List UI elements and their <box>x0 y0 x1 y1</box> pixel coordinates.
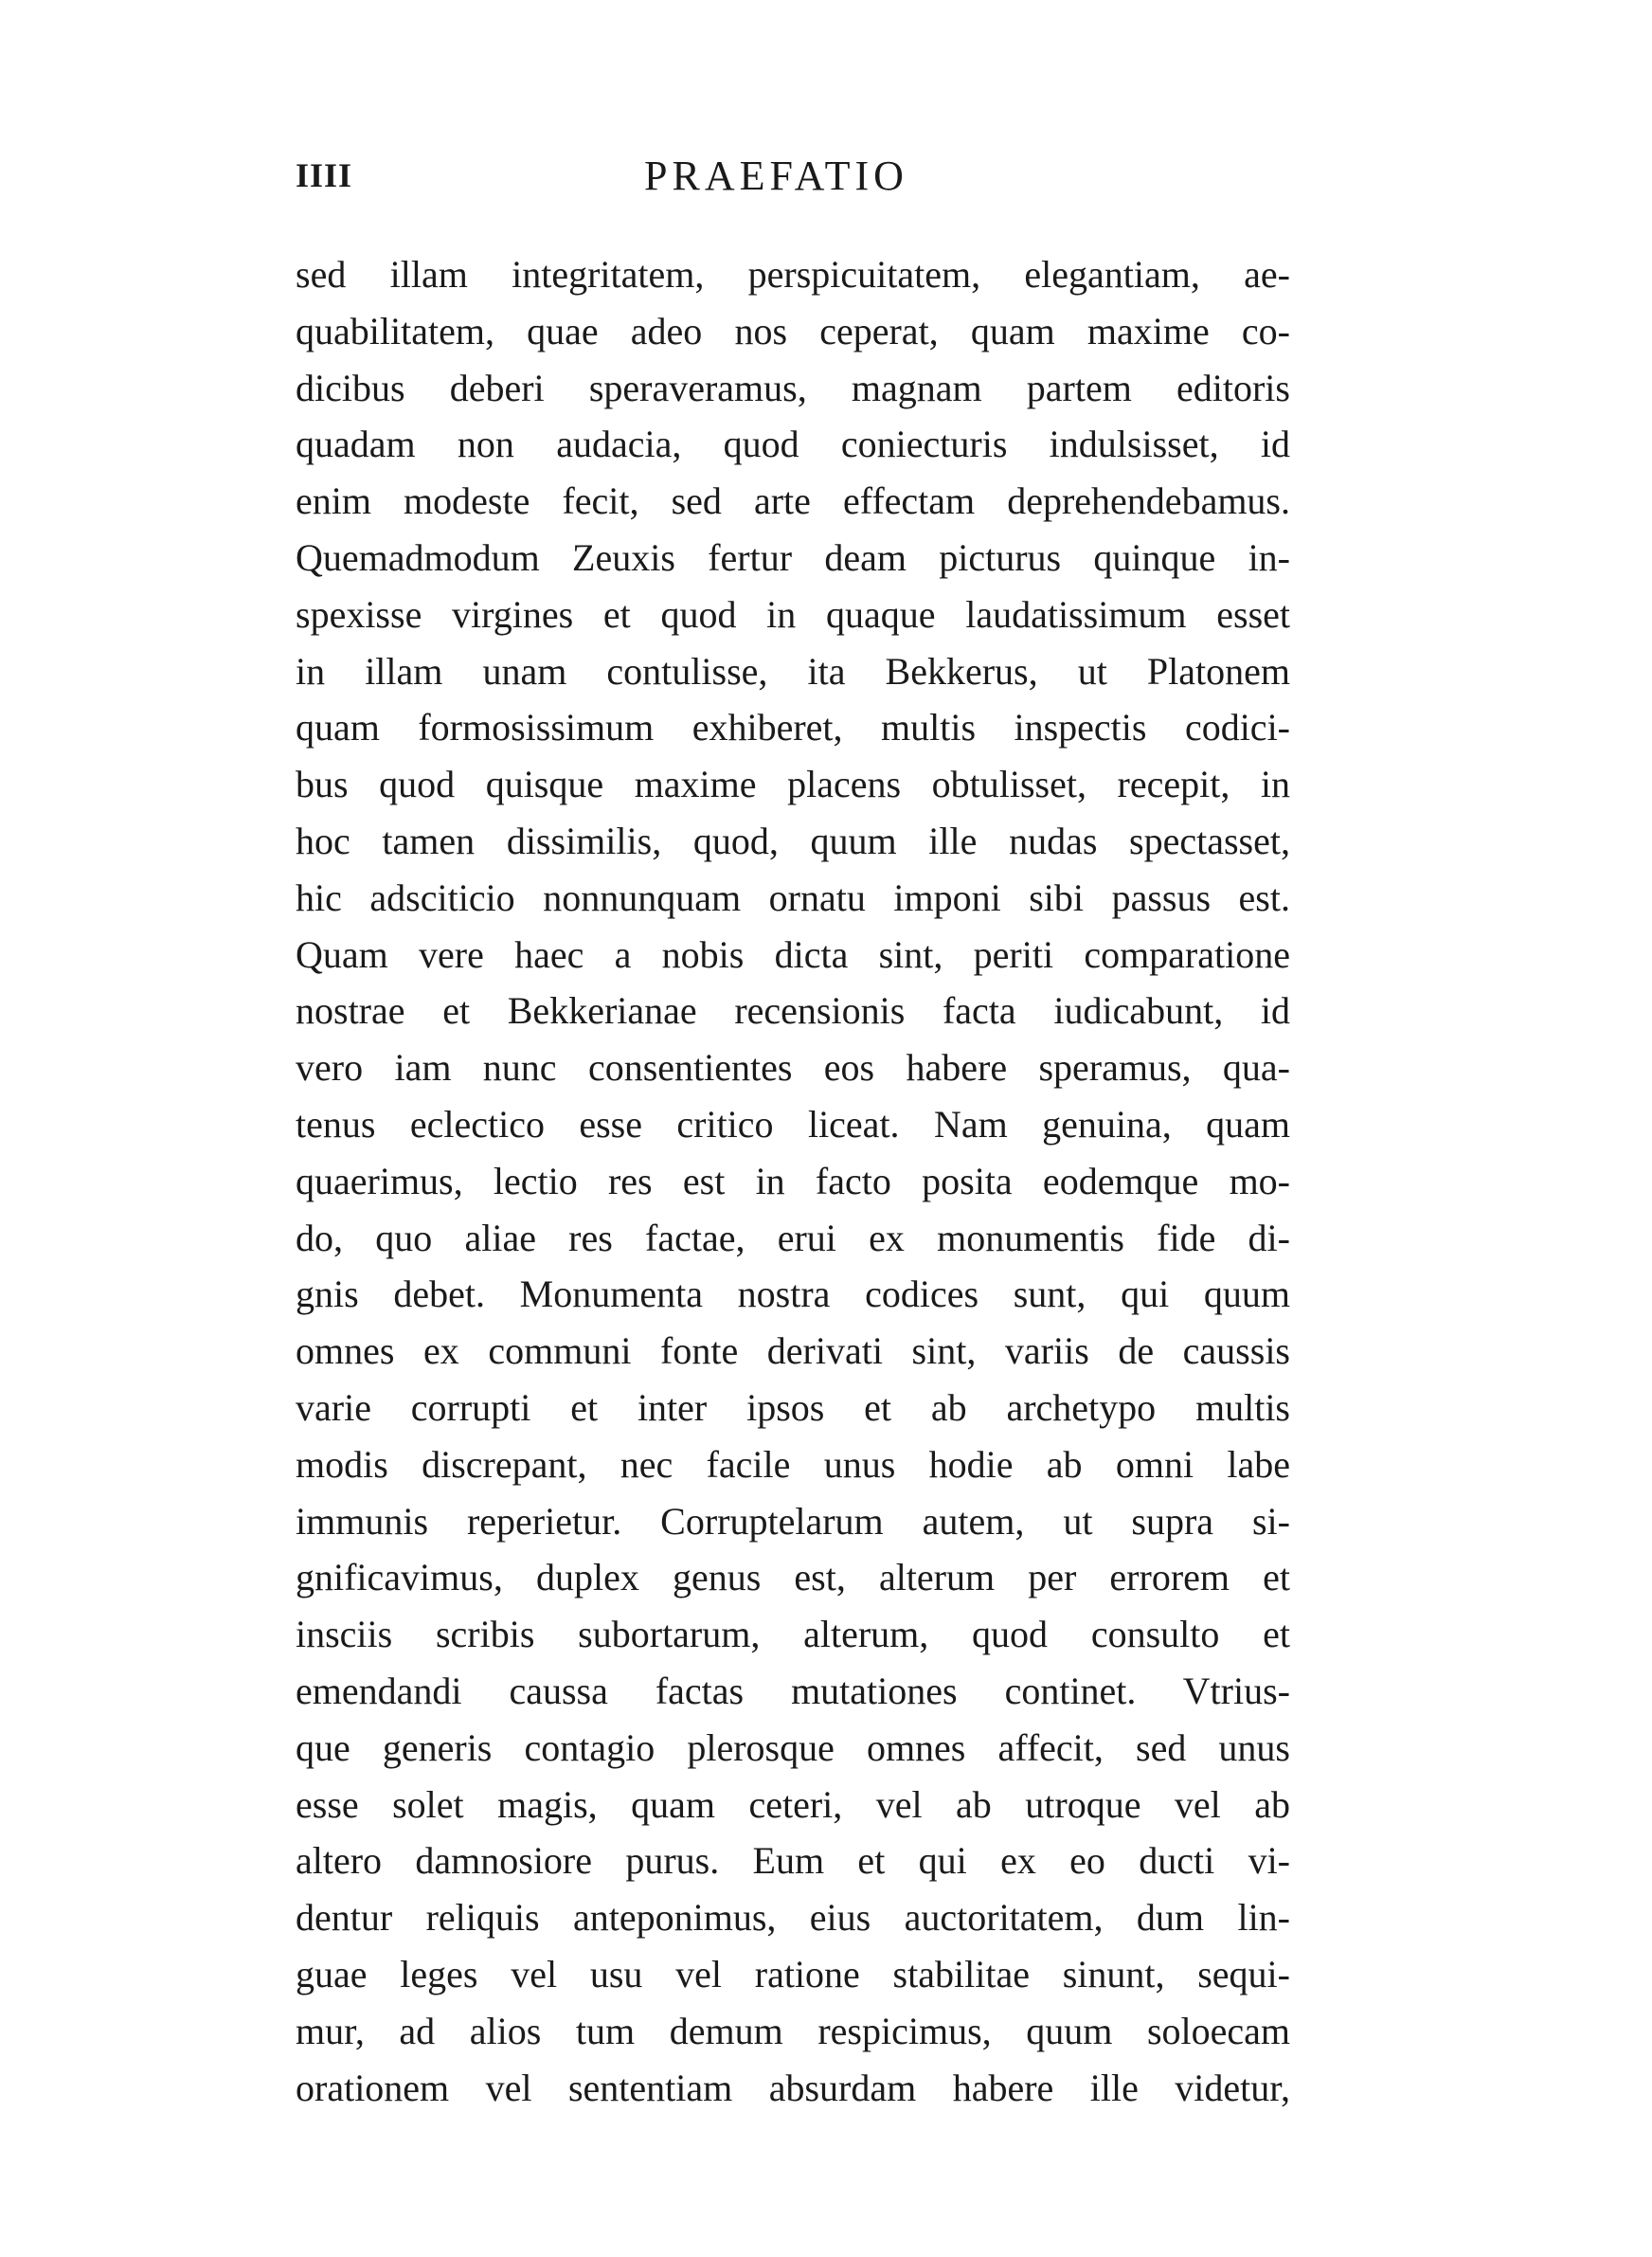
text-line: tenus eclectico esse critico liceat. Nam genuina, quam <box>296 1102 1290 1146</box>
text-line: gnificavimus, duplex genus est, alterum per errorem et <box>296 1556 1290 1599</box>
text-line: sed illam integritatem, perspicuitatem, elegantiam, ae- <box>296 253 1290 296</box>
text-line: vero iam nunc consentientes eos habere speramus, qua- <box>296 1046 1290 1090</box>
text-line: omnes ex communi fonte derivati sint, variis de caussis <box>296 1329 1290 1373</box>
text-line: quaerimus, lectio res est in facto posita eodemque mo- <box>296 1159 1290 1202</box>
text-line: que generis contagio plerosque omnes affecit, sed unus <box>296 1725 1290 1769</box>
running-head <box>296 152 1290 208</box>
text-line: bus quod quisque maxime placens obtulisset, recepit, in <box>296 763 1290 806</box>
text-line: immunis reperietur. Corruptelarum autem, ut supra si- <box>296 1499 1290 1543</box>
text-line: dentur reliquis anteponimus, eius auctoritatem, dum lin- <box>296 1896 1290 1940</box>
text-line: dicibus deberi speraveramus, magnam partem editoris <box>296 366 1290 409</box>
body-text <box>296 246 1290 2116</box>
text-line: in illam unam contulisse, ita Bekkerus, ut Platonem <box>296 649 1290 693</box>
text-line: gnis debet. Monumenta nostra codices sunt, qui quum <box>296 1273 1290 1316</box>
text-line: modis discrepant, nec facile unus hodie ab omni labe <box>296 1442 1290 1486</box>
text-line: insciis scribis subortarum, alterum, quod consulto et <box>296 1613 1290 1656</box>
text-line: emendandi caussa factas mutationes continet. Vtrius- <box>296 1669 1290 1712</box>
text-line: quam formosissimum exhiberet, multis inspectis codici- <box>296 706 1290 749</box>
text-line: esse solet magis, quam ceteri, vel ab utroque vel ab <box>296 1782 1290 1826</box>
text-line: quabilitatem, quae adeo nos ceperat, quam maxime co- <box>296 309 1290 352</box>
text-line: orationem vel sententiam absurdam habere ille videtur, <box>296 2066 1290 2109</box>
text-line: do, quo aliae res factae, erui ex monumentis fide di- <box>296 1216 1290 1259</box>
text-line: quadam non audacia, quod coniecturis indulsisset, id <box>296 423 1290 466</box>
text-line: mur, ad alios tum demum respicimus, quum soloecam <box>296 2009 1290 2052</box>
text-line: Quemadmodum Zeuxis fertur deam picturus quinque in- <box>296 535 1290 579</box>
page-title: PRAEFATIO <box>644 153 908 199</box>
text-line: spexisse virgines et quod in quaque laudatissimum esset <box>296 592 1290 636</box>
text-line: varie corrupti et inter ipsos et ab archetypo multis <box>296 1385 1290 1429</box>
text-line: hoc tamen dissimilis, quod, quum ille nudas spectasset, <box>296 819 1290 862</box>
text-line: altero damnosiore purus. Eum et qui ex eo ducti vi- <box>296 1839 1290 1883</box>
text-line: hic adsciticio nonnunquam ornatu imponi sibi passus est. <box>296 876 1290 919</box>
text-line: nostrae et Bekkerianae recensionis facta iudicabunt, id <box>296 989 1290 1033</box>
text-line: Quam vere haec a nobis dicta sint, periti comparatione <box>296 932 1290 976</box>
text-line: enim modeste fecit, sed arte effectam deprehendebamus. <box>296 479 1290 523</box>
text-line: guae leges vel usu vel ratione stabilitae sinunt, sequi- <box>296 1952 1290 1995</box>
page-number: IIII <box>296 156 353 194</box>
